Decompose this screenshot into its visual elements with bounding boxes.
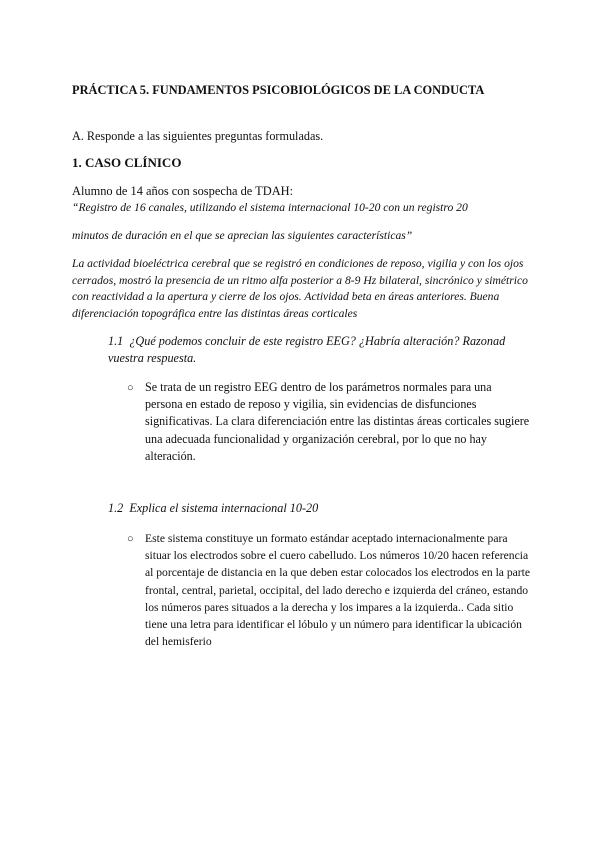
quote-line-1: “Registro de 16 canales, utilizando el sistema internacional 10-20 con un registro 20 — [72, 201, 468, 214]
case-description: La actividad bioeléctrica cerebral que se registró en condiciones de reposo, vigilia y con los ojos cerrados, mostró la presencia de un ritmo alfa posterior a 8-9 Hz bilateral, sincrónico y simétrico con reactividad a la apertura y cierre de los ojos. Actividad beta en áreas anteriores. Buena diferenciación topográfica entre las distintas áreas corticales — [72, 257, 528, 320]
question-2 — [108, 501, 318, 516]
answer-2: Este sistema constituye un formato estándar aceptado internacionalmente para situar los electrodos sobre el cuero cabelludo. Los números 10/20 hacen referencia al porcentaje de distancia en la que deben estar colocados los electrodos en la parte frontal, central, parietal, occipital, del lado derecho e izquierda del cráneo, estando los números pares situados a la derecha y los impares a la izquierda.. Cada sitio tiene una letra para identificar el lóbulo y un número para identificar la ubicación del hemisferio — [145, 532, 530, 649]
page-title: PRÁCTICA 5. FUNDAMENTOS PSICOBIOLÓGICOS DE LA CONDUCTA — [72, 83, 485, 97]
answer-1: Se trata de un registro EEG dentro de los parámetros normales para una persona en estado de reposo y vigilia, sin evidencias de disfunciones significativas. La clara diferenciación entre las distintas áreas corticales sugiere una adecuada funcionalidad y organización cerebral, por lo que no hay alteración. — [145, 380, 530, 463]
bullet-icon: ○ — [127, 382, 134, 394]
question-2-number: 1.2 — [108, 501, 124, 515]
question-1-text: ¿Qué podemos concluir de este registro EEG? ¿Habría alteración? Razonad vuestra respuesta. — [108, 334, 506, 365]
question-2-text: Explica el sistema internacional 10-20 — [129, 501, 319, 515]
instruction-text: A. Responde a las siguientes preguntas formuladas. — [72, 129, 324, 143]
question-1 — [108, 333, 528, 367]
question-1-number: 1.1 — [108, 334, 124, 348]
quote-line-2: minutos de duración en el que se aprecian las siguientes características” — [72, 229, 413, 242]
section-heading: 1. CASO CLÍNICO — [72, 155, 182, 170]
bullet-icon: ○ — [127, 533, 134, 545]
case-intro: Alumno de 14 años con sospecha de TDAH: — [72, 184, 294, 198]
